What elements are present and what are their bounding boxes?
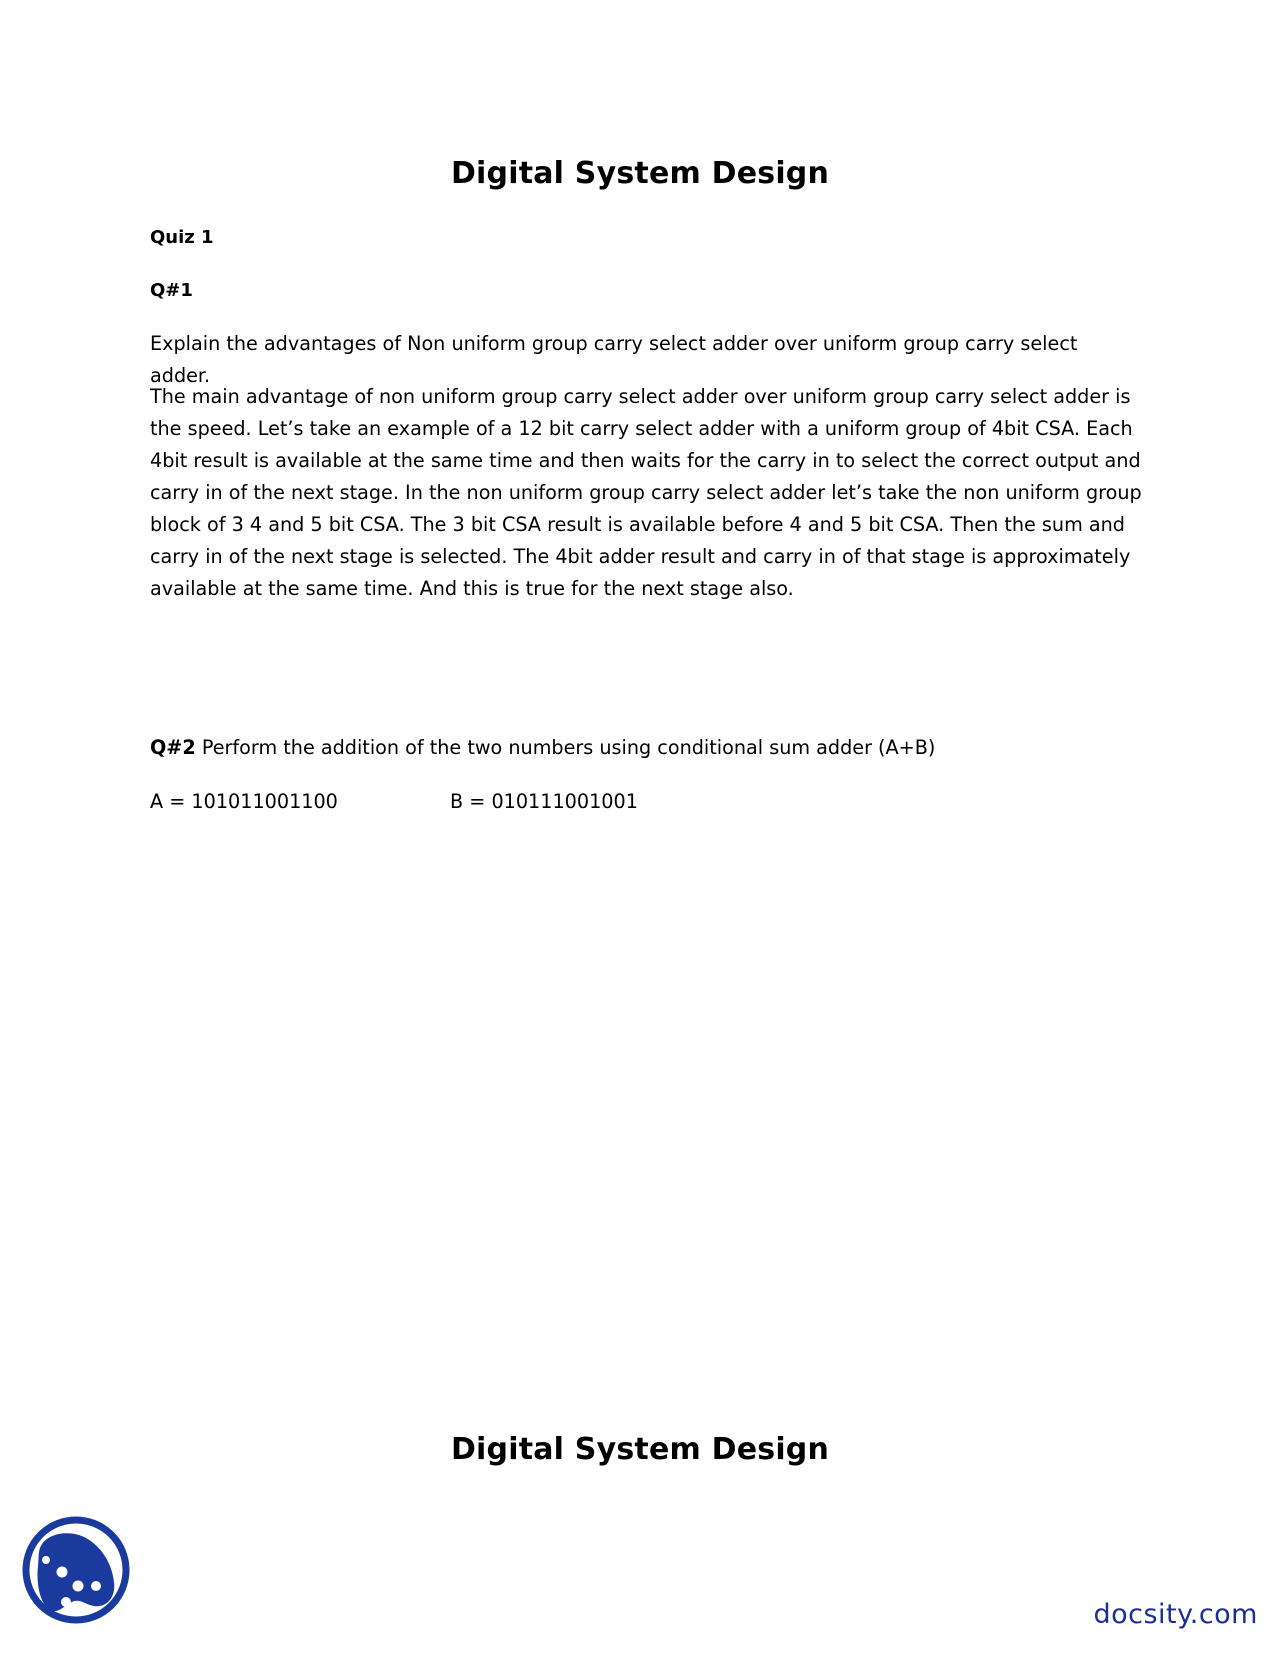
- question-1-label: Q#1: [150, 280, 193, 301]
- question-1-answer: [150, 381, 1142, 605]
- quiz-label: Quiz 1: [150, 227, 214, 248]
- question-1-text: Explain the advantages of Non uniform group carry select adder over uniform group carry select adder.: [150, 332, 1078, 387]
- question-2: [150, 732, 1110, 764]
- operand-a: A = 101011001100: [150, 790, 338, 813]
- operand-b: B = 010111001001: [450, 790, 638, 813]
- question-2-text: Perform the addition of the two numbers using conditional sum adder (A+B): [195, 736, 936, 759]
- answer-line: the speed. Let’s take an example of a 12 bit carry select adder with a uniform group of 4bit CSA. Each: [150, 417, 1133, 440]
- docsity-brand-link[interactable]: docsity.com: [1093, 1599, 1258, 1630]
- page-title: Digital System Design: [450, 156, 830, 191]
- answer-line: 4bit result is available at the same time and then waits for the carry in to select the correct output and: [150, 449, 1141, 472]
- answer-line: carry in of the next stage is selected. The 4bit adder result and carry in of that stage is approximately: [150, 545, 1131, 568]
- answer-line: block of 3 4 and 5 bit CSA. The 3 bit CSA result is available before 4 and 5 bit CSA. Then the sum and: [150, 513, 1125, 536]
- question-2-label: Q#2: [150, 736, 196, 759]
- answer-line: carry in of the next stage. In the non uniform group carry select adder let’s take the non uniform group: [150, 481, 1142, 504]
- answer-line: available at the same time. And this is true for the next stage also.: [150, 577, 794, 600]
- docsity-logo-icon[interactable]: [20, 1514, 132, 1626]
- answer-line: The main advantage of non uniform group carry select adder over uniform group carry select adder is: [150, 385, 1131, 408]
- repeated-page-title: Digital System Design: [450, 1432, 830, 1467]
